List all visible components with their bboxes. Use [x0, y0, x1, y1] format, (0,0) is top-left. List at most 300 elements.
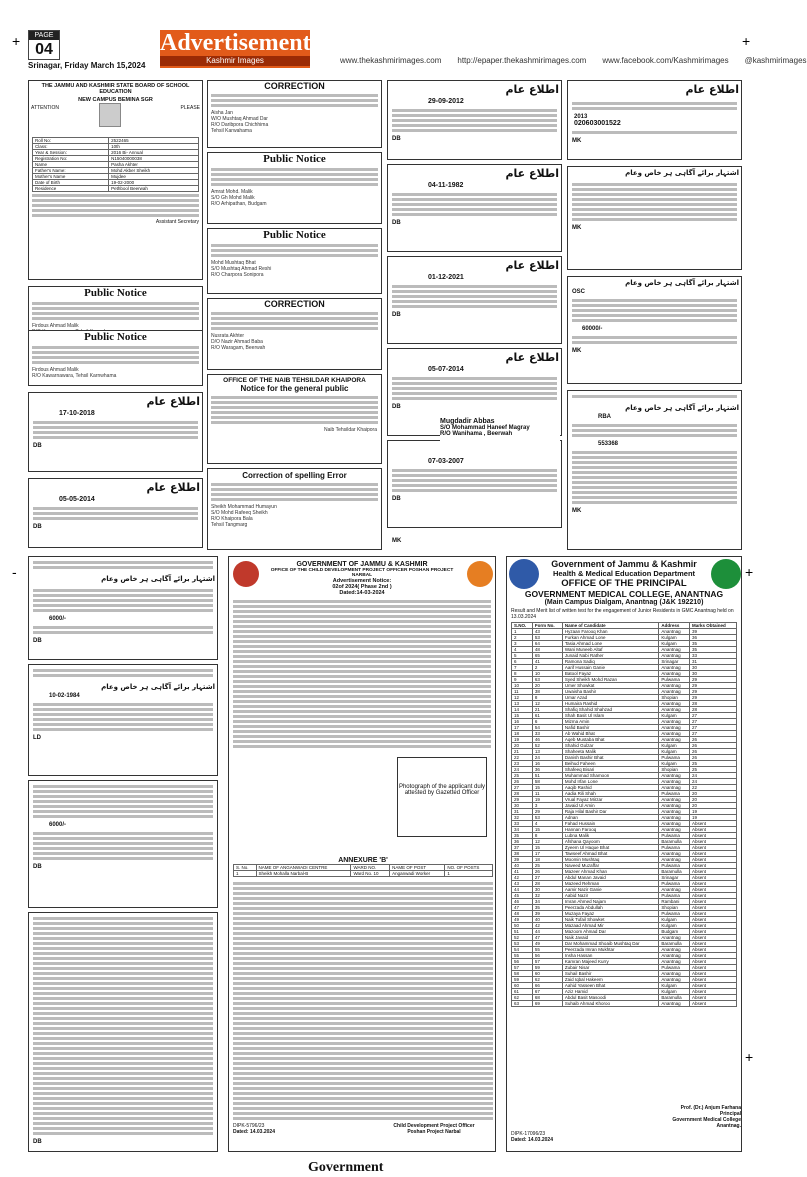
amount: 6000/-	[49, 616, 67, 622]
tag: DB	[392, 496, 401, 502]
table-cell: Furkan Ahmad Lone	[562, 635, 658, 641]
table-cell: Ramona Sadiq	[562, 659, 658, 665]
urdu-notices-column	[387, 80, 562, 550]
text-line	[233, 1047, 493, 1050]
table-cell: 30	[512, 803, 533, 809]
table-cell: Suhail Bashir	[562, 971, 658, 977]
signature-line: S/O Gh Mohd Malik	[211, 195, 255, 201]
text-line	[233, 1027, 493, 1030]
table-cell: Wani Muneeb Altaf	[562, 647, 658, 653]
table-cell: 21	[512, 749, 533, 755]
text-line	[233, 1007, 493, 1010]
table-cell: Registration No:	[33, 156, 109, 162]
table-cell: 10	[512, 683, 533, 689]
table-cell: Nafid Bashir	[562, 725, 658, 731]
notice-title: اشتہار برائے آگاہی ہر خاص وعام	[101, 683, 215, 691]
text-line	[33, 1022, 213, 1025]
table-cell: Batool Fayaz	[562, 671, 658, 677]
gmc-anantnag-result	[506, 556, 742, 1152]
table-cell: Class:	[33, 144, 109, 150]
table-cell: Shopian	[659, 695, 690, 701]
table-cell: Rambani	[659, 899, 690, 905]
table-cell: Mizma Amin	[562, 719, 658, 725]
table-cell: Absent	[689, 881, 736, 887]
table-cell: 56	[512, 959, 533, 965]
text-line	[233, 710, 491, 713]
table-cell: 11	[532, 791, 562, 797]
naib-tehsildar-notice	[207, 374, 382, 464]
table-cell: Anantnag	[659, 797, 690, 803]
text-line	[33, 1042, 213, 1045]
table-cell: 24	[512, 767, 533, 773]
poshan-narbal-advertisement	[228, 556, 496, 1152]
table-cell: Absent	[689, 887, 736, 893]
notice-date: 04-11-1982	[428, 182, 464, 189]
annexure-title: ANNEXURE 'B'	[338, 857, 388, 864]
section-banner	[160, 30, 310, 68]
td: Sheikh Mohalla Narbal-B	[256, 871, 351, 877]
signature-line: Tehsil Tangmarg	[211, 522, 248, 528]
text-line	[33, 952, 213, 955]
notice-title: اطلاع عام	[505, 259, 559, 272]
table-cell: Aamir Nazir Ganie	[562, 887, 658, 893]
table-cell: 31	[689, 659, 736, 665]
table-cell: Absent	[689, 911, 736, 917]
table-cell: Absent	[689, 827, 736, 833]
table-cell: 12	[532, 701, 562, 707]
text-line	[233, 675, 491, 678]
table-cell: Pulwama	[659, 677, 690, 683]
column-header: Marks Obtained	[689, 623, 736, 629]
table-cell: 28	[512, 791, 533, 797]
table-cell: Srinagar	[659, 659, 690, 665]
tag: MK	[572, 508, 582, 514]
table-cell: Anantnag	[659, 629, 690, 635]
table-cell: 62	[532, 977, 562, 983]
table-cell: 56	[532, 953, 562, 959]
registration-mark: +	[745, 564, 754, 580]
gov-title: GOVERNMENT OF JAMMU & KASHMIR	[296, 561, 428, 568]
notice-title: اطلاع عام	[685, 83, 739, 96]
table-cell: 19-02-2000	[109, 180, 199, 186]
table-cell: Absent	[689, 929, 736, 935]
table-cell: 33	[689, 653, 736, 659]
table-cell: 5	[512, 653, 533, 659]
urdu-notice	[387, 80, 562, 160]
signatory: Anantnag.	[716, 1123, 741, 1129]
text-line	[233, 665, 491, 668]
text-line	[33, 957, 213, 960]
text-line	[33, 1097, 213, 1100]
page-header	[0, 0, 807, 70]
dept-title: Health & Medical Education Department	[552, 569, 696, 578]
signatory: Principal	[719, 1111, 741, 1117]
page-label: PAGE	[29, 31, 59, 40]
text-line	[233, 715, 491, 718]
text-line	[233, 645, 491, 648]
table-cell: 38	[512, 851, 533, 857]
signature-line: R/O Daribpora Chichhima	[211, 122, 269, 128]
td: 1	[445, 871, 493, 877]
text-line	[233, 887, 493, 890]
twitter-link[interactable]: @kashmirimages	[744, 56, 807, 65]
table-cell: Absent	[689, 875, 736, 881]
text-line	[33, 922, 213, 925]
footer-date: Dated: 14.03.2024	[511, 1137, 553, 1143]
td: Anganwadi Worker	[390, 871, 445, 877]
table-cell: Anantnag	[659, 725, 690, 731]
table-cell: 48	[532, 647, 562, 653]
column-header: Form No.	[532, 623, 562, 629]
table-cell: Naveed Muzaffar	[562, 863, 658, 869]
table-cell: Uwaisha Bashir	[562, 689, 658, 695]
table-cell: 24	[532, 755, 562, 761]
table-cell: 22	[689, 785, 736, 791]
text-line	[233, 1112, 493, 1115]
correction-2	[207, 298, 382, 370]
registration-mark: +	[12, 33, 21, 49]
text-line	[233, 1077, 493, 1080]
table-cell: 2	[512, 635, 533, 641]
table-cell: 30	[532, 887, 562, 893]
text-line	[233, 735, 491, 738]
table-cell: 35	[532, 905, 562, 911]
table-cell: Srinagar	[659, 875, 690, 881]
table-cell: Year & Session:	[33, 150, 109, 156]
text-line	[233, 1097, 493, 1100]
epaper-link[interactable]: http://epaper.thekashmirimages.com	[457, 56, 587, 65]
table-cell: Muhammad Shamoon	[562, 773, 658, 779]
table-cell: Shaheeta Malik	[562, 749, 658, 755]
facebook-link[interactable]: www.facebook.com/Kashmirimages	[602, 56, 729, 65]
table-cell: Shopian	[659, 905, 690, 911]
table-cell: 37	[512, 845, 533, 851]
table-cell: Mazoom Ahmad Dar	[562, 929, 658, 935]
table-cell: Kulgam	[659, 743, 690, 749]
table-cell: 68	[532, 995, 562, 1001]
table-cell: 6	[532, 719, 562, 725]
text-line	[233, 635, 491, 638]
notice-signature: R/O Kawarnawara, Tehsil Karnwhama	[32, 373, 117, 379]
table-cell: Zaid Iqbal Hakeem	[562, 977, 658, 983]
signature-line: S/O Mohammad Haneef Magray	[440, 425, 530, 431]
please-label: PLEASE	[180, 105, 200, 111]
signature-line: Mohd Mushtaq Bhat	[211, 260, 256, 266]
table-cell: Anantnag	[659, 953, 690, 959]
text-line	[233, 1082, 493, 1085]
table-cell: Absent	[689, 851, 736, 857]
notice-date: 2013	[574, 114, 588, 120]
text-line	[233, 690, 491, 693]
signature-line: R/O Wanihama , Beerwah	[440, 431, 513, 437]
text-line	[233, 962, 493, 965]
notice-title: CORRECTION	[264, 81, 325, 91]
text-line	[233, 600, 491, 603]
table-cell: Absent	[689, 845, 736, 851]
table-cell: Mazeer Ahmad Khan	[562, 869, 658, 875]
text-line	[233, 977, 493, 980]
table-cell: Humaira Rashid	[562, 701, 658, 707]
text-line	[233, 932, 493, 935]
text-line	[33, 982, 213, 985]
table-cell: Tasia Ahmad Lone	[562, 641, 658, 647]
table-cell: 39	[512, 857, 533, 863]
table-cell: Aabid Nazir	[562, 893, 658, 899]
jk-emblem-icon	[233, 561, 259, 587]
table-cell: 26	[689, 743, 736, 749]
table-cell: Absent	[689, 965, 736, 971]
table-cell: Absent	[689, 983, 736, 989]
table-cell: Anantnag	[659, 857, 690, 863]
th: NO. OF POSTS	[445, 865, 493, 871]
table-cell: 12	[532, 839, 562, 845]
signatory: Government Medical College	[672, 1117, 741, 1123]
table-cell: Javaid Ul Amin	[562, 803, 658, 809]
text-line	[233, 1087, 493, 1090]
gov-title: Government of Jammu & Kashmir	[551, 559, 697, 569]
table-cell: Kulgam	[659, 641, 690, 647]
table-cell: 62	[512, 995, 533, 1001]
table-cell: Anantnag	[659, 665, 690, 671]
table-cell: 15	[532, 845, 562, 851]
text-line	[233, 892, 493, 895]
column-header: S.NO.	[512, 623, 533, 629]
text-line	[233, 1022, 493, 1025]
td: 1	[234, 871, 257, 877]
notice-title: Public Notice	[84, 287, 147, 299]
table-cell: Fahad Hussain	[562, 821, 658, 827]
website-link[interactable]: www.thekashmirimages.com	[340, 56, 442, 65]
public-notice-3	[207, 152, 382, 224]
table-cell: 20	[689, 797, 736, 803]
table-cell: Baramulla	[659, 995, 690, 1001]
tag: MK	[572, 138, 582, 144]
registration-mark: +	[742, 33, 751, 49]
signature-line: Sheikh Mohammad Humayun	[211, 504, 277, 510]
notice-title: Correction of spelling Error	[242, 471, 347, 480]
table-cell: Imran Ahmed Najam	[562, 899, 658, 905]
table-cell: Kulgam	[659, 989, 690, 995]
text-line	[33, 1102, 213, 1105]
table-cell: 46	[512, 899, 533, 905]
table-cell: 42	[512, 875, 533, 881]
text-line	[33, 1002, 213, 1005]
text-line	[233, 982, 493, 985]
text-line	[233, 897, 493, 900]
table-cell: Pulwama	[659, 845, 690, 851]
table-cell: 28	[532, 881, 562, 887]
text-line	[233, 1062, 493, 1065]
text-line	[233, 1042, 493, 1045]
notice-date: 05-07-2014	[428, 366, 464, 373]
table-cell: 2016 Bi- Annual	[109, 150, 199, 156]
table-cell: 45	[512, 893, 533, 899]
table-cell: 36	[532, 767, 562, 773]
text-line	[33, 1012, 213, 1015]
table-cell: 22	[512, 755, 533, 761]
table-cell: 26	[532, 869, 562, 875]
table-cell: 1	[512, 629, 533, 635]
table-cell: 27	[689, 719, 736, 725]
text-line	[33, 1027, 213, 1030]
text-line	[33, 932, 213, 935]
table-cell: Umer Showkat	[562, 683, 658, 689]
table-cell: 61	[512, 989, 533, 995]
text-line	[233, 740, 491, 743]
th: S. No.	[234, 865, 257, 871]
table-cell: 17	[532, 851, 562, 857]
table-cell: Kulgam	[659, 917, 690, 923]
text-line	[233, 1092, 493, 1095]
jkbose-title: THE JAMMU AND KASHMIR STATE BOARD OF SCHOOL EDUCATION	[41, 83, 190, 95]
signature-line: R/O Arhipathan, Budgam	[211, 201, 267, 207]
text-line	[233, 987, 493, 990]
table-cell: Aahid Yasseen Bhat	[562, 983, 658, 989]
table-cell: Absent	[689, 857, 736, 863]
notice-date: 07-03-2007	[428, 458, 464, 465]
table-cell: 34	[512, 827, 533, 833]
table-cell: 24	[689, 773, 736, 779]
text-line	[233, 730, 491, 733]
table-cell: 2	[532, 665, 562, 671]
notice-title: CORRECTION	[264, 299, 325, 309]
table-cell: Zyeem Ul Haque Bhat	[562, 845, 658, 851]
notice-subtitle: Notice for the general public	[240, 384, 349, 393]
table-cell: Name	[33, 162, 109, 168]
amount: 553368	[598, 441, 619, 447]
table-cell: Afshana Qayoom	[562, 839, 658, 845]
public-notice-2	[28, 330, 203, 386]
table-cell: Anantnag	[659, 701, 690, 707]
office-title: OFFICE OF THE PRINCIPAL	[561, 578, 687, 589]
table-cell: 55	[512, 953, 533, 959]
text-line	[233, 1102, 493, 1105]
signature-line: R/O Khaipora Bala	[211, 516, 253, 522]
table-cell: Adnan	[562, 815, 658, 821]
table-cell: Pethbool Beerwah	[109, 186, 199, 192]
table-cell: Absent	[689, 971, 736, 977]
column-header: Name of Candidate	[562, 623, 658, 629]
text-line	[33, 927, 213, 930]
text-line	[33, 1112, 213, 1115]
table-cell: 3	[532, 803, 562, 809]
text-line	[233, 972, 493, 975]
table-cell: 12	[512, 695, 533, 701]
signature-line: Aisha Jan	[211, 110, 233, 116]
tag: DB	[392, 312, 401, 318]
mugdadir-signature	[440, 418, 560, 458]
table-cell: Anantnag	[659, 689, 690, 695]
table-cell: Pulwama	[659, 833, 690, 839]
table-cell: Anantnag	[659, 779, 690, 785]
notice-date: 10-02-1984	[49, 693, 80, 699]
table-cell: 27	[689, 713, 736, 719]
text-line	[33, 977, 213, 980]
table-cell: Kulgam	[659, 749, 690, 755]
table-cell: 57	[512, 965, 533, 971]
table-cell: Absent	[689, 1001, 736, 1007]
table-cell: Mazaad Ahmad Mir	[562, 923, 658, 929]
table-cell: Muzaya Fayaz	[562, 911, 658, 917]
table-cell: 54	[512, 947, 533, 953]
table-cell: Moomin Mushtaq	[562, 857, 658, 863]
table-cell: Kulgam	[659, 923, 690, 929]
text-line	[33, 992, 213, 995]
table-cell: Vrual Fayaz Mirzar	[562, 797, 658, 803]
dateline: Srinagar, Friday March 15,2024	[28, 61, 146, 70]
text-line	[233, 700, 491, 703]
table-cell: 25	[689, 767, 736, 773]
table-cell: 16	[532, 761, 562, 767]
table-cell: Baramulla	[659, 941, 690, 947]
table-cell: 32	[532, 893, 562, 899]
table-cell: Anantnag	[659, 1001, 690, 1007]
table-cell: 26	[512, 779, 533, 785]
table-cell: Anantnag	[659, 731, 690, 737]
table-cell: 38	[532, 689, 562, 695]
table-cell: Anantnag	[659, 653, 690, 659]
table-cell: Shafeeq Bisari	[562, 767, 658, 773]
text-line	[233, 992, 493, 995]
attention-label: ATTENTION	[31, 105, 59, 111]
table-cell: Anantnag	[659, 815, 690, 821]
table-cell: Kamran Majeed Kurry	[562, 959, 658, 965]
table-cell: Anantnag	[659, 773, 690, 779]
table-cell: 35	[512, 833, 533, 839]
table-cell: 23	[512, 761, 533, 767]
table-cell: 57	[532, 959, 562, 965]
table-cell: Absent	[689, 899, 736, 905]
table-cell: 69	[532, 1001, 562, 1007]
table-cell: Absent	[689, 893, 736, 899]
text-line	[233, 605, 491, 608]
table-cell: 18	[512, 731, 533, 737]
table-cell: 10	[532, 671, 562, 677]
text-line	[33, 1062, 213, 1065]
signature-line: D/O Nazir Ahmad Baba	[211, 339, 263, 345]
table-cell: 13	[512, 701, 533, 707]
table-cell: Anantnag	[659, 977, 690, 983]
table-cell: 25	[532, 863, 562, 869]
table-cell: Aarif Hussain Ganie	[562, 665, 658, 671]
notice-title: اطلاع عام	[146, 481, 200, 494]
table-cell: Naik Tufail Showket	[562, 917, 658, 923]
table-cell: Absent	[689, 833, 736, 839]
urdu-notice-right-4	[567, 390, 742, 550]
table-cell: Anantnag	[659, 647, 690, 653]
notice-title: Public Notice	[263, 153, 326, 165]
table-cell: Mohd Irfan Lone	[562, 779, 658, 785]
table-cell: 27	[689, 731, 736, 737]
table-cell: Shafiq Shahid Shahzad	[562, 707, 658, 713]
signature-line: Mugdadir Abbas	[440, 418, 495, 425]
tag: DB	[33, 443, 42, 449]
table-cell: 53	[532, 815, 562, 821]
signature-line: Naib Tehsildar Khaipora	[324, 427, 377, 433]
table-cell: Peerzada Imran Mukhtar	[562, 947, 658, 953]
rba-label: RBA	[598, 414, 611, 420]
text-line	[233, 1057, 493, 1060]
table-cell: 29	[512, 797, 533, 803]
table-cell: Beihud Faheen	[562, 761, 658, 767]
signature-line: Nusrata Akhter	[211, 333, 245, 339]
amount: 60000/-	[582, 326, 603, 332]
table-cell: Umar Azad	[562, 695, 658, 701]
text-line	[233, 620, 491, 623]
text-line	[233, 640, 491, 643]
text-line	[233, 615, 491, 618]
tag: DB	[392, 136, 401, 142]
